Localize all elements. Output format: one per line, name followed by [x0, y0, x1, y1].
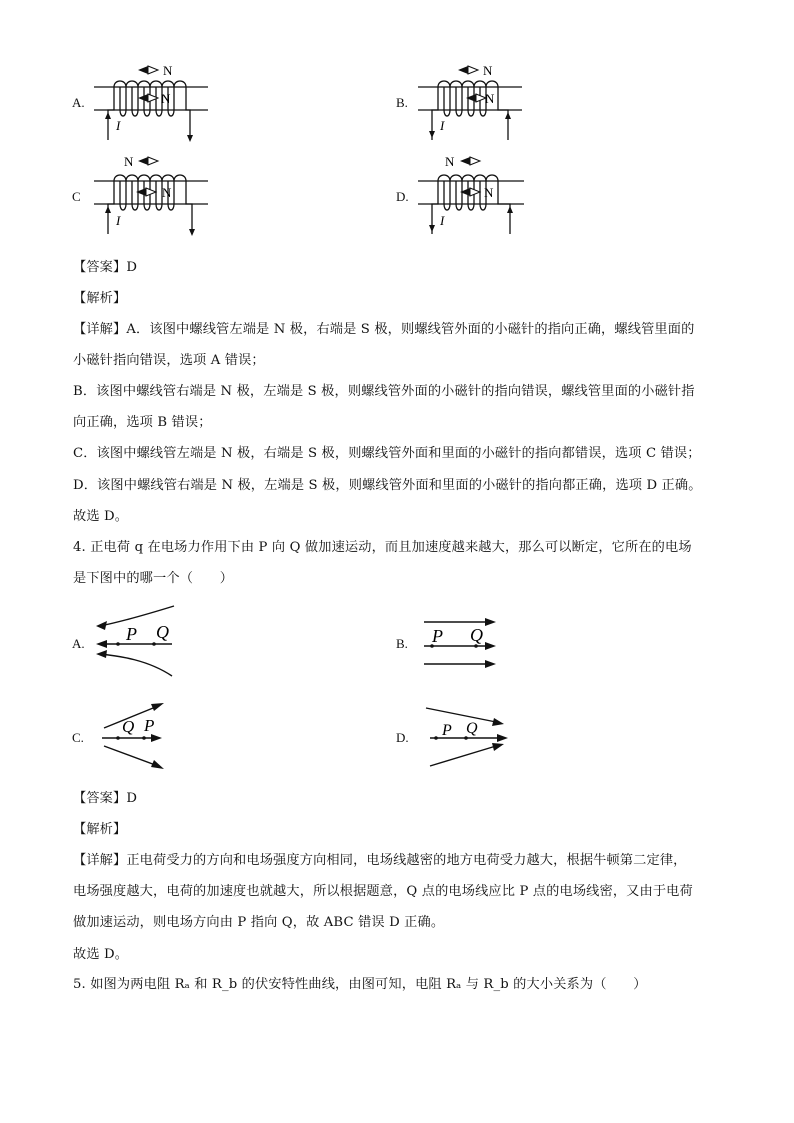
q3-analysis-title: 【解析】: [73, 291, 127, 306]
current-label: I: [440, 213, 445, 228]
q4-analysis-line: 故选 D。: [73, 947, 129, 962]
q4-option-a-label: A.: [72, 636, 85, 651]
q3-figure-a: [90, 60, 220, 145]
point-p-label: P: [144, 716, 155, 735]
q3-analysis-line: 小磁针指向错误，选项 A 错误；: [73, 353, 265, 368]
q4-figure-b: [414, 610, 514, 676]
q4-analysis-line: 【详解】正电荷受力的方向和电场强度方向相同，电场线越密的地方电荷受力越大，根据牛顿第二定律，: [73, 853, 687, 868]
current-label: I: [116, 213, 121, 228]
q3-analysis-line: D．该图中螺线管右端是 N 极，左端是 S 极，则螺线管外面和里面的小磁针的指向都正确，选项 D 正确。: [73, 478, 702, 493]
needle-top-label: N: [483, 63, 493, 78]
q3-figure-c: [90, 152, 220, 237]
needle-inside-label: N: [485, 91, 495, 106]
q4-analysis-line: 做加速运动，则电场方向由 P 指向 Q，故 ABC 错误 D 正确。: [73, 915, 445, 930]
q3-answer: 【答案】D: [73, 260, 138, 275]
q4-option-b-label: B.: [396, 636, 408, 651]
q4-option-d-label: D.: [396, 730, 409, 745]
q4-figure-c: [90, 694, 190, 778]
q3-analysis-line: 向正确，选项 B 错误；: [73, 415, 212, 430]
q4-analysis-title: 【解析】: [73, 822, 127, 837]
q4-stem: 是下图中的哪一个（ ）: [73, 571, 234, 586]
q3-option-b-label: B.: [396, 95, 408, 110]
q3-analysis-line: C．该图中螺线管左端是 N 极，右端是 S 极，则螺线管外面和里面的小磁针的指向都错误，选项 C 错误；: [73, 446, 701, 461]
needle-inside-label: N: [484, 185, 494, 200]
q4-analysis-line: 电场强度越大，电荷的加速度也就越大，所以根据题意，Q 点的电场线应比 P 点的电场线密，又由于电荷: [73, 884, 693, 899]
needle-inside-label: N: [162, 185, 172, 200]
needle-top-label: N: [124, 154, 134, 169]
point-p-label: P: [442, 722, 452, 739]
current-label: I: [116, 118, 121, 133]
q3-figure-b: [414, 60, 544, 145]
q3-analysis-line: 【详解】A．该图中螺线管左端是 N 极，右端是 S 极，则螺线管外面的小磁针的指向正确，螺线管里面的: [73, 322, 695, 337]
q4-option-c-label: C.: [72, 730, 84, 745]
point-p-label: P: [432, 626, 443, 646]
current-label: I: [440, 118, 445, 133]
q3-option-a-label: A.: [72, 95, 85, 110]
q3-figure-d: [414, 152, 544, 237]
q3-analysis-line: B．该图中螺线管右端是 N 极，左端是 S 极，则螺线管外面的小磁针的指向错误，螺线管里面的小磁针指: [73, 384, 695, 399]
point-q-label: Q: [466, 720, 478, 737]
q4-answer: 【答案】D: [73, 791, 138, 806]
point-q-label: Q: [470, 625, 483, 645]
q3-option-d-label: D.: [396, 189, 409, 204]
q4-figure-a: [90, 600, 190, 684]
point-p-label: P: [126, 624, 137, 644]
q4-figure-d: [414, 700, 514, 774]
needle-top-label: N: [163, 63, 173, 78]
needle-inside-label: N: [161, 91, 171, 106]
q3-option-c-label: C: [72, 189, 81, 204]
q5-stem: 5. 如图为两电阻 Rₐ 和 R_b 的伏安特性曲线，由图可知，电阻 Rₐ 与 R_b 的大小关系为（ ）: [73, 977, 647, 992]
q3-analysis-line: 故选 D。: [73, 509, 129, 524]
needle-top-label: N: [445, 154, 455, 169]
q4-stem: 4. 正电荷 q 在电场力作用下由 P 向 Q 做加速运动，而且加速度越来越大，那么可以断定，它所在的电场: [73, 540, 692, 555]
point-q-label: Q: [122, 717, 135, 736]
point-q-label: Q: [156, 622, 169, 642]
